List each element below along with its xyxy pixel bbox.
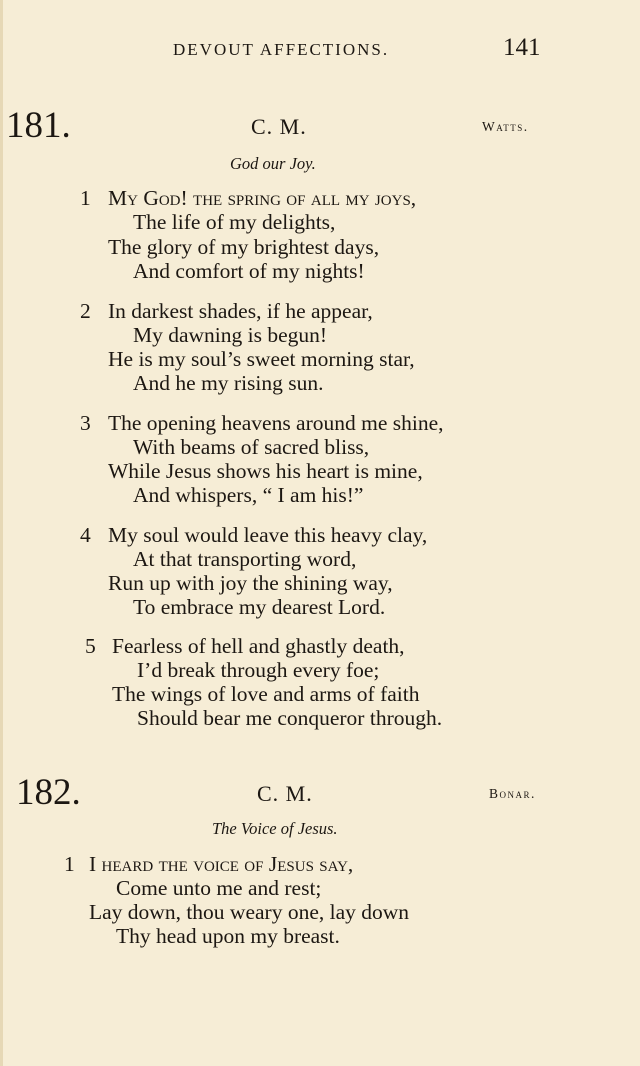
verse-line: My dawning is begun! xyxy=(133,323,328,347)
verse-line: And whispers, “ I am his!” xyxy=(133,483,364,507)
hymn-number: 181. xyxy=(6,105,71,146)
verse-line-text: I heard the voice of Jesus say, xyxy=(89,852,354,876)
verse-line: While Jesus shows his heart is mine, xyxy=(108,459,423,483)
verse-line xyxy=(108,186,416,211)
verse-line: The opening heavens around me shine, xyxy=(108,411,444,435)
verse-line: Run up with joy the shining way, xyxy=(108,571,393,595)
verse-line: At that transporting word, xyxy=(133,547,357,571)
verse-number: 4 xyxy=(80,523,91,547)
verse-line: The wings of love and arms of faith xyxy=(112,682,420,706)
page-edge xyxy=(0,0,3,1066)
verse-number: 1 xyxy=(64,852,75,876)
verse-line: In darkest shades, if he appear, xyxy=(108,299,373,323)
hymn-author: Bonar. xyxy=(489,786,536,801)
verse-line: He is my soul’s sweet morning star, xyxy=(108,347,415,371)
running-title: DEVOUT AFFECTIONS. xyxy=(173,40,390,59)
page-number: 141 xyxy=(503,34,541,61)
hymn-author: Watts. xyxy=(482,119,529,134)
verse-line: Should bear me conqueror through. xyxy=(137,706,443,730)
verse-line: Thy head upon my breast. xyxy=(116,924,340,948)
hymn-title: God our Joy. xyxy=(230,154,316,173)
hymn-number: 182. xyxy=(16,772,81,813)
verse-number: 3 xyxy=(80,411,91,435)
verse-number: 5 xyxy=(85,634,96,658)
verse-line-text: My God! the spring of all my joys, xyxy=(108,186,417,210)
verse-line: Fearless of hell and ghastly death, xyxy=(112,634,405,658)
verse-line: The glory of my brightest days, xyxy=(108,235,380,259)
hymn-title: The Voice of Jesus. xyxy=(212,819,338,838)
verse-line: With beams of sacred bliss, xyxy=(133,435,370,459)
verse-line: I’d break through every foe; xyxy=(137,658,380,682)
hymn-meter: C. M. xyxy=(251,114,307,139)
verse-number: 2 xyxy=(80,299,91,323)
verse-number: 1 xyxy=(80,186,91,210)
verse-line: My soul would leave this heavy clay, xyxy=(108,523,428,547)
verse-line: And he my rising sun. xyxy=(133,371,324,395)
verse-line: Lay down, thou weary one, lay down xyxy=(89,900,410,924)
hymn-meter: C. M. xyxy=(257,781,313,806)
verse-line: The life of my delights, xyxy=(133,210,336,234)
verse-line: To embrace my dearest Lord. xyxy=(133,595,386,619)
verse-line: And comfort of my nights! xyxy=(133,259,365,283)
verse-line: Come unto me and rest; xyxy=(116,876,322,900)
verse-line xyxy=(89,852,353,877)
